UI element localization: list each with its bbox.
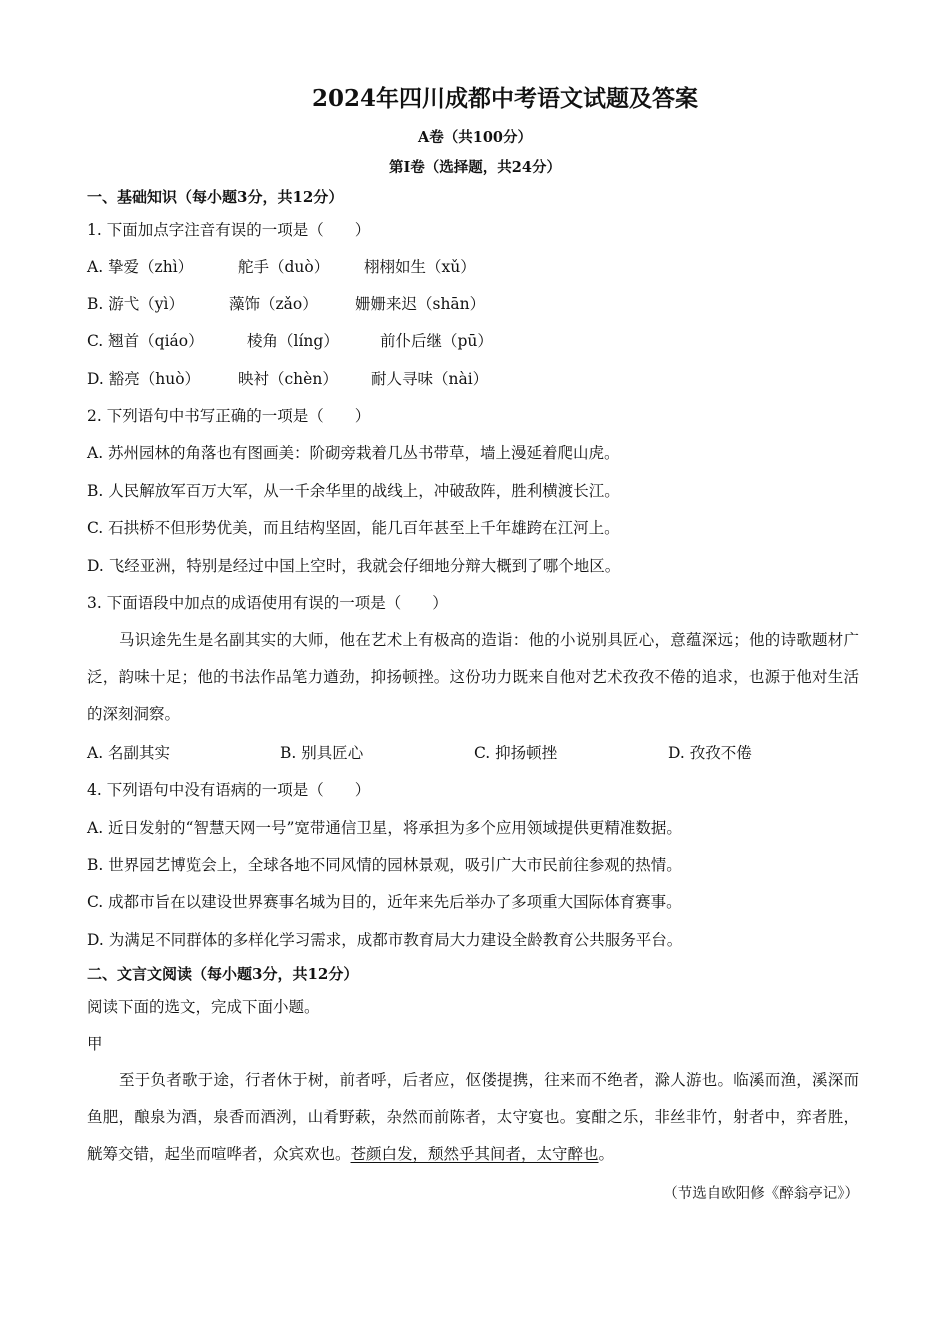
q3-option-a: A. 名副其实: [87, 744, 171, 762]
part1-heading: 一、基础知识（每小题3分，共12分）: [87, 188, 344, 206]
passage-main-text: 至于负者歌于途，行者休于树，前者呼，后者应，伛偻提携，往来而不绝者，滁人游也。临溪而渔，溪深而鱼肥，酿泉为酒，泉香而酒洌，山肴野蔌，杂然而前陈者，太守宴也。宴酣之乐，非丝非竹，射者中，弈者胜，觥筹交错，起坐而喧哗者，众宾欢也。: [87, 1071, 859, 1163]
passage-source: （节选自欧阳修《醉翁亭记》）: [663, 1186, 859, 1202]
q1-option-a-3: 栩栩如生（xǔ）: [364, 258, 476, 276]
q2-option-a: A. 苏州园林的角落也有图画美：阶砌旁栽着几丛书带草，墙上漫延着爬山虎。: [87, 444, 620, 462]
passage-label: 甲: [87, 1035, 103, 1053]
q2-stem-text: 2. 下列语句中书写正确的一项是（ ）: [87, 407, 371, 425]
paper-subtitle: A卷（共100分）: [417, 129, 533, 146]
q4-option-b: B. 世界园艺博览会上，全球各地不同风情的园林景观，吸引广大市民前往参观的热情。: [87, 856, 682, 874]
q3-passage: 马识途先生是名副其实的大师，他在艺术上有极高的造诣：他的小说别具匠心，意蕴深远；他的诗歌题材广泛，韵味十足；他的书法作品笔力遒劲，抑扬顿挫。这份功力既来自他对艺术孜孜不倦的追求，也源于他对生活的深刻洞察。: [87, 631, 859, 723]
q3-option-d: D. 孜孜不倦: [668, 744, 752, 762]
q1-option-b-2: 藻饰（zǎo）: [229, 295, 318, 313]
section-label: 第Ⅰ卷（选择题，共24分）: [389, 159, 561, 176]
q2-option-c: C. 石拱桥不但形势优美，而且结构坚固，能几百年甚至上千年雄跨在江河上。: [87, 519, 620, 537]
q1-option-a-2: 舵手（duò）: [238, 258, 330, 276]
q2-option-b: B. 人民解放军百万大军，从一千余华里的战线上，冲破敌阵，胜利横渡长江。: [87, 482, 620, 500]
q3-option-c: C. 抑扬顿挫: [474, 744, 558, 762]
q1-option-b-1: B. 游弋（yì）: [87, 295, 184, 313]
q1-option-c-1: C. 翘首（qiáo）: [87, 332, 204, 350]
q4-option-d: D. 为满足不同群体的多样化学习需求，成都市教育局大力建设全龄教育公共服务平台。: [87, 931, 683, 949]
q1-option-b-3: 姗姗来迟（shān）: [355, 295, 486, 313]
part2-instruction: 阅读下面的选文，完成下面小题。: [87, 998, 320, 1016]
q2-option-d: D. 飞经亚洲，特别是经过中国上空时，我就会仔细地分辩大概到了哪个地区。: [87, 557, 621, 575]
classical-passage: [87, 1062, 859, 1173]
q4-stem: 4. 下列语句中没有语病的一项是（ ）: [87, 781, 371, 799]
q1-stem: 1. 下面加点字注音有误的一项是（ ）: [87, 221, 371, 239]
q1-option-a-1: A. 挚爱（zhì）: [87, 258, 194, 276]
q4-option-a: A. 近日发射的“智慧天网一号”宽带通信卫星，将承担为多个应用领域提供更精准数据。: [87, 819, 682, 837]
q1-option-c-3: 前仆后继（pū）: [380, 332, 493, 350]
page-title: 2024年四川成都中考语文试题及答案: [311, 85, 698, 112]
passage-underlined-text: 苍颜白发，颓然乎其间者，太守醉也: [350, 1145, 599, 1163]
q1-option-d-2: 映衬（chèn）: [238, 370, 338, 388]
part2-heading: 二、文言文阅读（每小题3分，共12分）: [87, 965, 359, 983]
q3-stem: 3. 下面语段中加点的成语使用有误的一项是（ ）: [87, 594, 448, 612]
q1-option-d-1: D. 豁亮（huò）: [87, 370, 201, 388]
q1-option-c-2: 棱角（líng）: [247, 332, 339, 350]
q4-option-c: C. 成都市旨在以建设世界赛事名城为目的，近年来先后举办了多项重大国际体育赛事。: [87, 893, 682, 911]
q1-option-d-3: 耐人寻味（nài）: [371, 370, 489, 388]
passage-end-mark: 。: [598, 1145, 615, 1163]
q3-option-b: B. 别具匠心: [280, 744, 364, 762]
